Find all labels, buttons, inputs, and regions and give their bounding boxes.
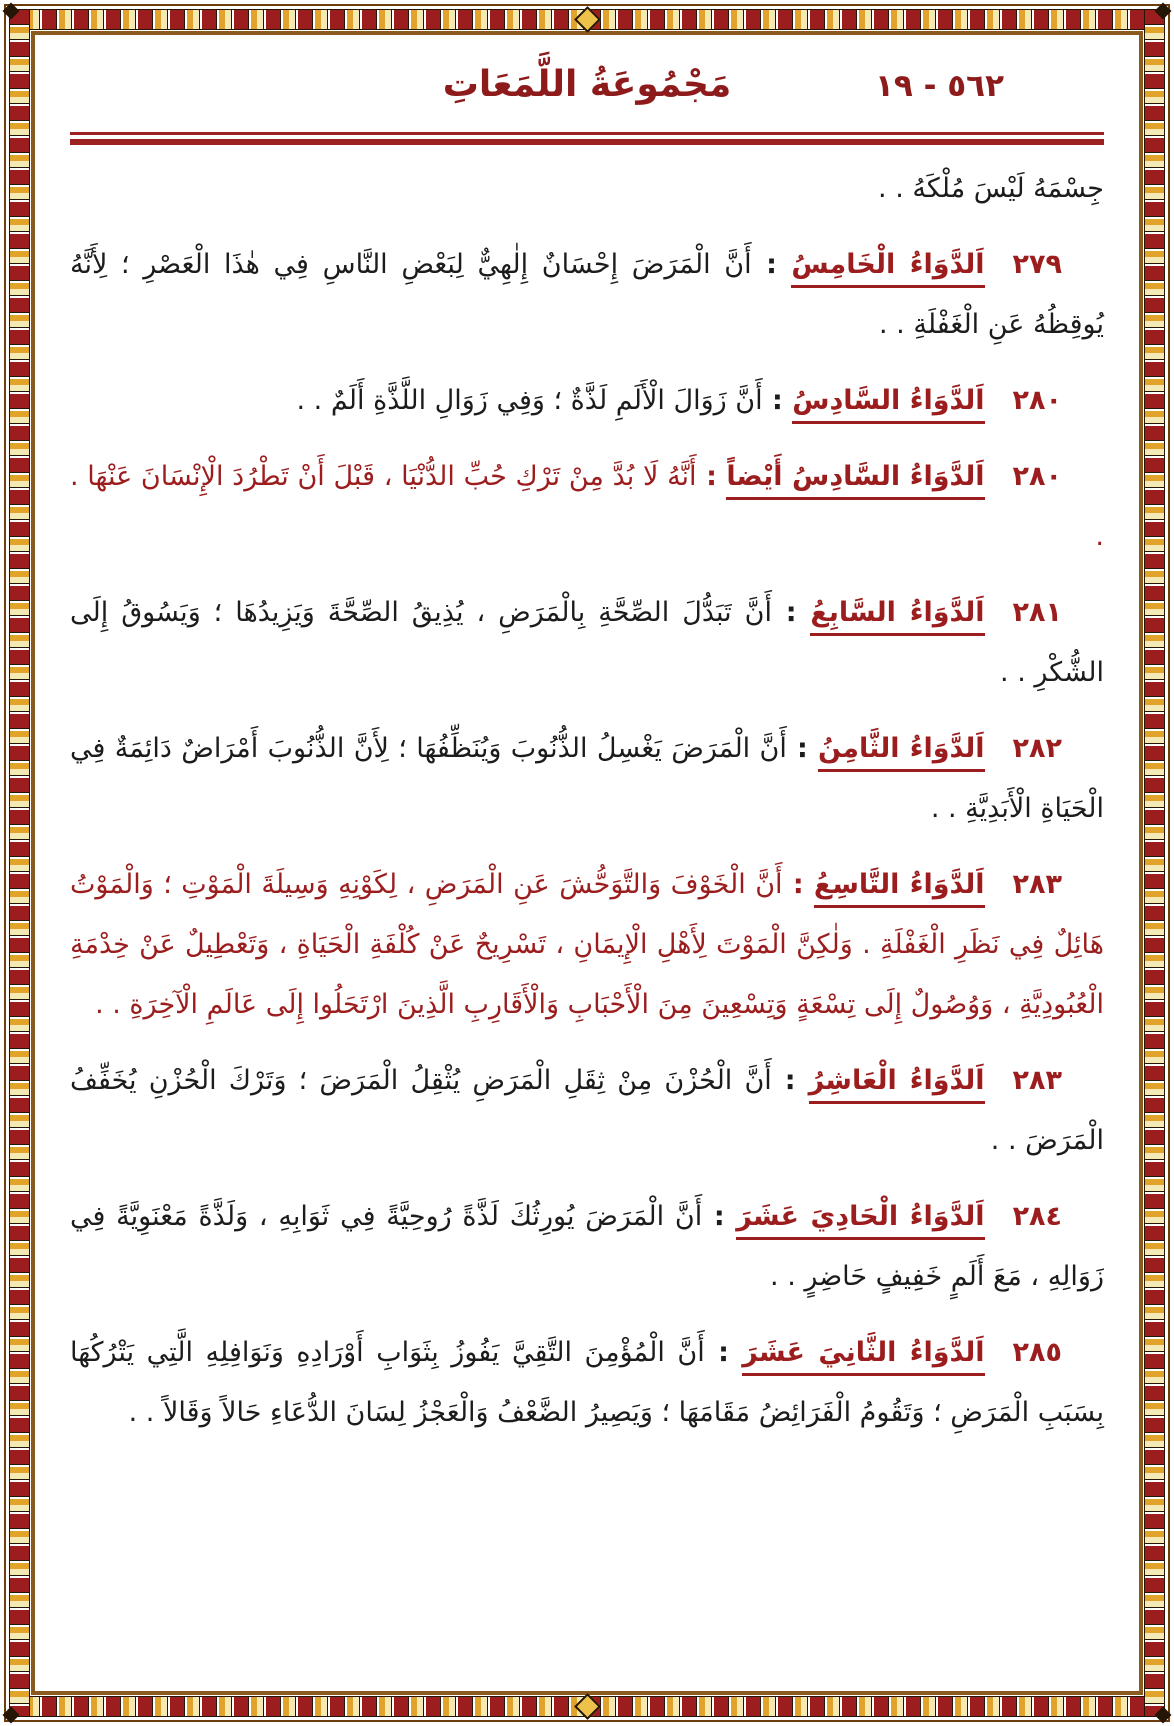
- remedy-paragraph: [70, 719, 1104, 839]
- heading-colon: :: [702, 1201, 737, 1232]
- border-corner-icon: [3, 3, 20, 20]
- paragraph-text: أَنَّ الْمُؤْمِنَ التَّقِيَّ يَفُوزُ بِثَوَابِ أَوْرَادِهِ وَنَوَافِلِهِ الَّتِي يَتْرُكُهَا بِسَبَبِ الْمَرَضِ ؛ وَتَقُومُ الْفَرَائِضُ مَقَامَهَا ؛ وَيَصِيرُ الضَّعْفُ وَالْعَجْزُ لِسَانَ الدُّعَاءِ حَالاً وَقَالاً . .: [70, 1337, 1104, 1428]
- remedy-heading: اَلدَّوَاءُ الْخَامِسُ: [791, 249, 984, 288]
- page-header: [70, 64, 1104, 120]
- remedy-heading: اَلدَّوَاءُ الثَّامِنُ: [818, 733, 985, 772]
- paragraph-text: أَنَّ الْحُزْنَ مِنْ ثِقَلِ الْمَرَضِ يُثْقِلُ الْمَرَضَ ؛ وَتَرْكَ الْحُزْنِ يُخَفِّفُ الْمَرَضَ . .: [70, 1065, 1104, 1156]
- paragraph-number: ٢٨٣: [1012, 869, 1062, 900]
- remedy-paragraph: [70, 371, 1104, 431]
- heading-colon: :: [751, 249, 792, 280]
- remedy-paragraph: [70, 1187, 1104, 1307]
- book-title: مَجْمُوعَةُ اللَّمَعَاتِ: [442, 64, 732, 105]
- decorative-border-right: [1144, 9, 1165, 1717]
- remedy-heading: اَلدَّوَاءُ الْعَاشِرُ: [809, 1065, 985, 1104]
- paragraph-text: أَنَّ الْمَرَضَ يُورِثُكَ لَذَّةً رُوحِيَّةً فِي ثَوَابِهِ ، وَلَذَّةً مَعْنَوِيَّةً فِي زَوَالِهِ ، مَعَ أَلَمٍ خَفِيفٍ حَاضِرٍ . .: [70, 1201, 1104, 1292]
- paragraph-list: [70, 235, 1104, 1443]
- heading-colon: :: [771, 597, 811, 628]
- paragraph-text: أَنَّ الْمَرَضَ يَغْسِلُ الذُّنُوبَ وَيُنَظِّفُهَا ؛ لِأَنَّ الذُّنُوبَ أَمْرَاضٌ دَائِمَةٌ فِي الْحَيَاةِ الْأَبَدِيَّةِ . .: [70, 733, 1104, 824]
- heading-colon: :: [696, 461, 727, 492]
- remedy-paragraph: [70, 447, 1104, 567]
- paragraph-number: ٢٨٣: [1012, 1065, 1062, 1096]
- heading-colon: :: [704, 1337, 743, 1368]
- remedy-heading: اَلدَّوَاءُ الثَّانِيَ عَشَرَ: [742, 1337, 984, 1376]
- paragraph-text: أَنَّ تَبَدُّلَ الصِّحَّةِ بِالْمَرَضِ ، يُذِيقُ الصِّحَّةَ وَيَزِيدُهَا ؛ وَيَسُوقُ إِلَى الشُّكْرِ . .: [70, 597, 1104, 688]
- paragraph-number: ٢٧٩: [1012, 249, 1062, 280]
- decorative-border-left: [9, 9, 30, 1717]
- header-divider: [70, 132, 1104, 145]
- continuation-line: جِسْمَهُ لَيْسَ مُلْكَهُ . .: [878, 173, 1104, 204]
- paragraph-number: ٢٨٠: [1012, 461, 1062, 492]
- remedy-paragraph: [70, 1051, 1104, 1171]
- paragraph-number: ٢٨١: [1012, 597, 1062, 628]
- paragraph-text: أَنَّهُ لَا بُدَّ مِنْ تَرْكِ حُبِّ الدُّنْيَا ، قَبْلَ أَنْ تَطْرُدَ الْإِنْسَانَ عَنْهَا . .: [70, 461, 1104, 552]
- remedy-heading: اَلدَّوَاءُ السَّادِسُ أَيْضاً: [726, 461, 984, 500]
- heading-colon: :: [771, 1065, 809, 1096]
- remedy-paragraph: [70, 583, 1104, 703]
- page-content: [38, 38, 1136, 1688]
- remedy-paragraph: [70, 855, 1104, 1035]
- decorative-border-top: [9, 9, 1165, 30]
- page-number: ٥٦٢ - ١٩: [874, 68, 1004, 104]
- border-ornament-bottom-icon: [574, 1693, 601, 1720]
- paragraph-number: ٢٨٥: [1012, 1337, 1062, 1368]
- decorative-border-bottom: [9, 1696, 1165, 1717]
- paragraph-text: أَنَّ الْمَرَضَ إِحْسَانٌ إِلٰهِيٌّ لِبَعْضِ النَّاسِ فِي هٰذَا الْعَصْرِ ؛ لِأَنَّهُ يُوقِظُهُ عَنِ الْغَفْلَةِ . .: [70, 249, 1104, 340]
- paragraph-text: أَنَّ زَوَالَ الْأَلَمِ لَذَّةٌ ؛ وَفِي زَوَالِ اللَّذَّةِ أَلَمٌ . .: [296, 385, 763, 416]
- body-text: [70, 159, 1104, 1443]
- remedy-paragraph: [70, 1323, 1104, 1443]
- paragraph-text: أَنَّ الْخَوْفَ وَالتَّوَحُّشَ عَنِ الْمَرَضِ ، لِكَوْنِهِ وَسِيلَةَ الْمَوْتِ ؛ وَالْمَوْتُ هَائِلٌ فِي نَظَرِ الْغَفْلَةِ . وَلٰكِنَّ الْمَوْتَ لِأَهْلِ الْإِيمَانِ ، تَسْرِيحٌ عَنْ كُلْفَةِ الْحَيَاةِ ، وَتَعْطِيلٌ عَنْ خِدْمَةِ الْعُبُودِيَّةِ ، وَوُصُولٌ إِلَى تِسْعَةٍ وَتِسْعِينَ مِنَ الْأَحْبَابِ وَالْأَقَارِبِ الَّذِينَ ارْتَحَلُوا إِلَى عَالَمِ الْآخِرَةِ . .: [70, 869, 1104, 1020]
- paragraph-number: ٢٨٤: [1012, 1201, 1063, 1232]
- border-ornament-top-icon: [574, 6, 601, 33]
- remedy-heading: اَلدَّوَاءُ الْحَادِيَ عَشَرَ: [736, 1201, 984, 1240]
- heading-colon: :: [762, 385, 793, 416]
- remedy-heading: اَلدَّوَاءُ التَّاسِعُ: [814, 869, 985, 908]
- paragraph-number: ٢٨٠: [1012, 385, 1062, 416]
- remedy-heading: اَلدَّوَاءُ السَّابِعُ: [810, 597, 984, 636]
- heading-colon: :: [786, 733, 818, 764]
- border-corner-icon: [3, 1707, 20, 1724]
- border-corner-icon: [1155, 1707, 1172, 1724]
- remedy-paragraph: [70, 235, 1104, 355]
- heading-colon: :: [782, 869, 814, 900]
- remedy-heading: اَلدَّوَاءُ السَّادِسُ: [792, 385, 984, 424]
- paragraph-number: ٢٨٢: [1012, 733, 1062, 764]
- border-corner-icon: [1155, 3, 1172, 20]
